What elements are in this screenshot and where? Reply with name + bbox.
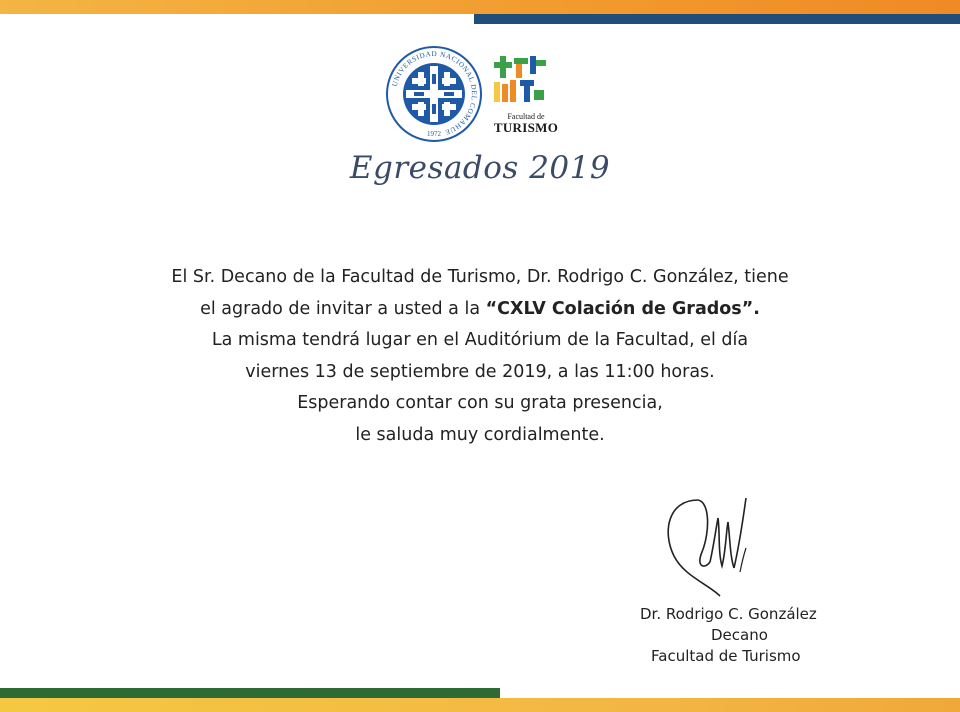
invitation-line: viernes 13 de septiembre de 2019, a las 11:00 horas. [245,361,715,382]
university-seal-icon [384,44,484,144]
faculty-caption-small: Facultad de [507,112,545,121]
handwritten-signature [658,492,762,600]
event-name: “CXLV Colación de Grados”. [485,298,760,319]
bottom-yellow-stripe [0,698,960,712]
top-orange-stripe [0,0,960,14]
invitation-line: La misma tendrá lugar en el Auditórium de la Facultad, el día [211,330,749,350]
invitation-line-prefix: el agrado de invitar a usted a la [200,298,486,319]
invitation-line: le saluda muy cordialmente. [355,424,605,445]
signer-faculty: Facultad de Turismo [651,647,801,665]
invitation-line: El Sr. Decano de la Facultad de Turismo, Dr. Rodrigo C. González, tiene [171,267,789,287]
faculty-caption-large: TURISMO [493,120,559,135]
seal-ring-text: UNIVERSIDAD NACIONAL DEL COMAHUE [390,49,479,137]
signer-name: Dr. Rodrigo C. González [640,605,817,623]
invitation-line [80,294,880,326]
invitation-line: Esperando contar con su grata presencia, [297,393,663,413]
invitation-body [80,262,880,451]
page-title: Egresados 2019 [349,150,611,186]
top-blue-stripe [474,14,960,24]
bottom-green-stripe [0,688,500,698]
signer-title: Decano [711,626,768,644]
seal-year: 1972 [427,130,441,138]
